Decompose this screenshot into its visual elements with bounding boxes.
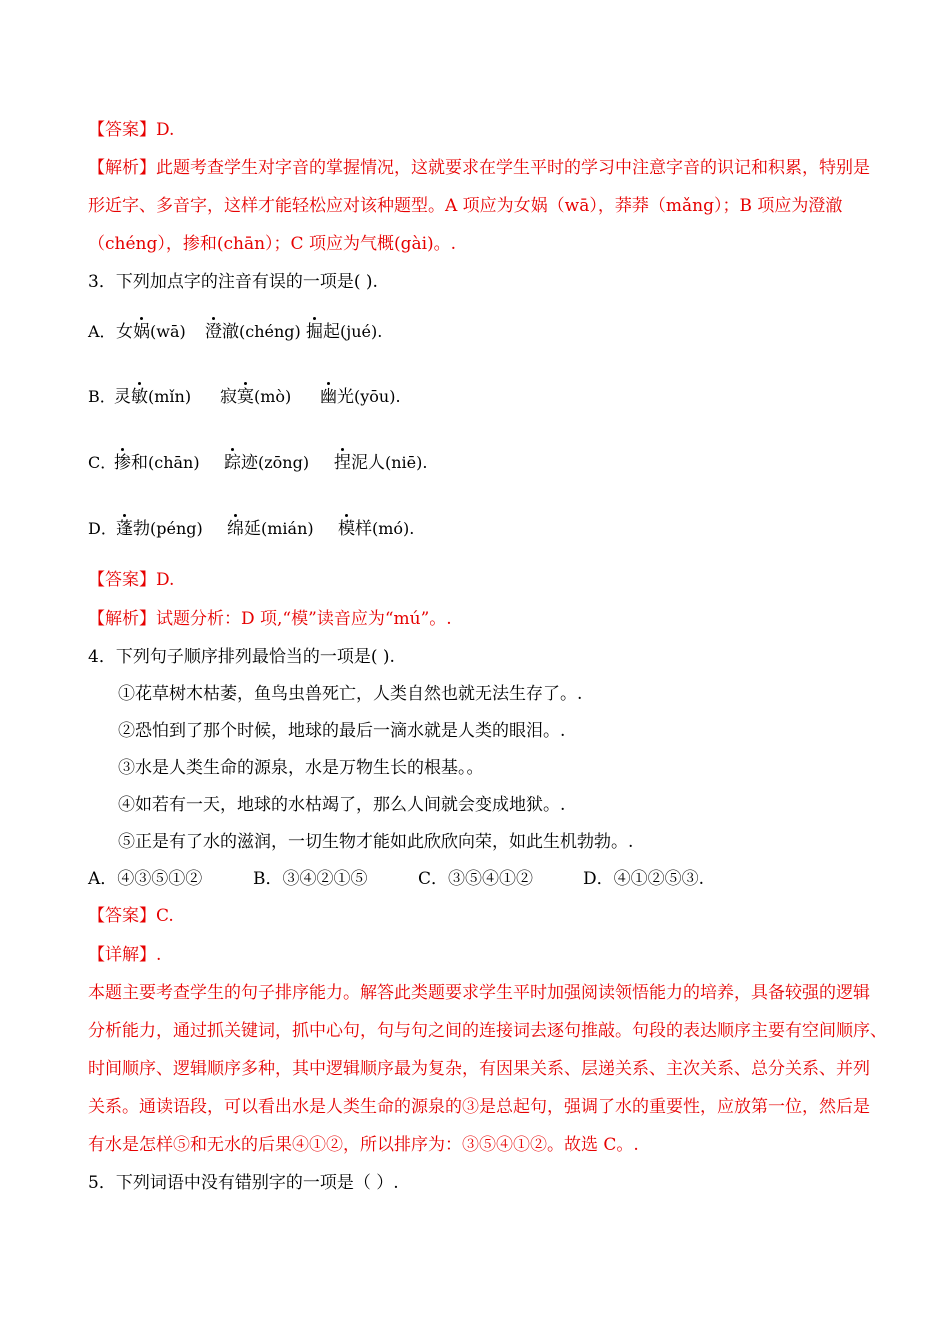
q4-sentence-5: ⑤正是有了水的滋润，一切生物才能如此欣欣向荣，如此生机勃勃。.: [118, 832, 634, 852]
q5-stem: 5．下列词语中没有错别字的一项是（ ）.: [88, 1173, 399, 1193]
q3-option-b-item-1: 灵敏(mǐn): [114, 387, 192, 407]
q3-analysis: 【解析】试题分析：D 项,“模”读音应为“mú”。.: [88, 609, 452, 629]
q3-option-a-label: A．: [88, 322, 116, 341]
q4-option-a: A．④③⑤①②: [88, 869, 203, 889]
q3-option-d-label: D．: [88, 519, 117, 538]
q4-sentence-2: ②恐怕到了那个时候，地球的最后一滴水就是人类的眼泪。.: [118, 721, 566, 741]
q3-option-d-item-1: 蓬勃(péng): [116, 519, 203, 539]
q2-answer: 【答案】D.: [88, 120, 175, 140]
q4-detail-line-4: 关系。通读语段，可以看出水是人类生命的源泉的③是总起句，强调了水的重要性，应放第一位，然后是: [88, 1097, 870, 1117]
q3-answer: 【答案】D.: [88, 570, 175, 590]
q3-option-b-label: B．: [88, 387, 116, 406]
q3-option-c-item-3: 捏泥人(niē).: [334, 453, 428, 473]
q3-option-d-item-3: 模样(mó).: [338, 519, 415, 539]
q3-option-d-item-2: 绵延(mián): [227, 519, 314, 539]
q3-stem: 3．下列加点字的注音有误的一项是( ).: [88, 272, 378, 292]
q3-option-b-item-3: 幽光(yōu).: [320, 387, 401, 407]
q2-analysis-line-3: （chéng），掺和(chān）；C 项应为气概(gài)。.: [88, 234, 457, 254]
q3-option-c-label: C．: [88, 453, 117, 472]
q4-stem: 4．下列句子顺序排列最恰当的一项是( ).: [88, 647, 395, 667]
q4-detail-line-1: 本题主要考查学生的句子排序能力。解答此类题要求学生平时加强阅读领悟能力的培养，具备较强的逻辑: [88, 983, 870, 1003]
q3-option-b-item-2: 寂寞(mò): [220, 387, 292, 407]
q4-detail-line-2: 分析能力，通过抓关键词，抓中心句，句与句之间的连接词去逐句推敲。句段的表达顺序主要有空间顺序、: [88, 1021, 887, 1041]
q4-option-c: C．③⑤④①②: [418, 869, 534, 889]
q4-option-b: B．③④②①⑤: [253, 869, 368, 889]
q2-analysis-line-2: 形近字、多音字，这样才能轻松应对该种题型。A 项应为女娲（wā），莽莽（mǎng）；B 项应为澄澈: [88, 196, 843, 216]
q3-option-c-item-2: 踪迹(zōng): [224, 453, 310, 473]
q3-option-a-item-1: 女娲(wā): [116, 322, 186, 342]
q3-option-a-item-2: 澄澈(chéng): [205, 322, 301, 342]
q4-sentence-4: ④如若有一天，地球的水枯竭了，那么人间就会变成地狱。.: [118, 795, 566, 815]
q4-detail-title: 【详解】.: [88, 945, 162, 965]
q4-option-d: D．④①②⑤③.: [583, 869, 705, 889]
q4-detail-line-5: 有水是怎样⑤和无水的后果④①②，所以排序为：③⑤④①②。故选 C。.: [88, 1135, 639, 1155]
q2-analysis-line-1: 【解析】此题考查学生对字音的掌握情况，这就要求在学生平时的学习中注意字音的识记和积累，特别是: [88, 158, 870, 178]
q3-option-a-item-3: 掘起(jué).: [306, 322, 383, 342]
q4-sentence-3: ③水是人类生命的源泉，水是万物生长的根基。。: [118, 758, 484, 778]
q4-detail-line-3: 时间顺序、逻辑顺序多种，其中逻辑顺序最为复杂，有因果关系、层递关系、主次关系、总分关系、并列: [88, 1059, 870, 1079]
q4-sentence-1: ①花草树木枯萎，鱼鸟虫兽死亡，人类自然也就无法生存了。.: [118, 684, 583, 704]
q4-answer: 【答案】C.: [88, 906, 174, 926]
q3-option-c-item-1: 掺和(chān): [114, 453, 200, 473]
